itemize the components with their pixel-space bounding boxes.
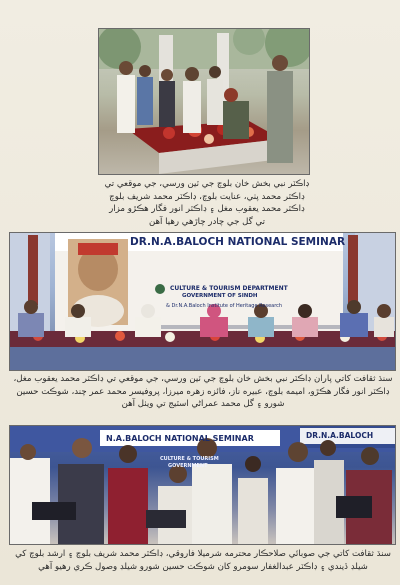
wreath-laying-photo <box>98 28 310 175</box>
wreath-laying-scene <box>99 29 310 175</box>
ceremony-organizer-line-1: CULTURE & TOURISM <box>160 456 219 462</box>
ceremony-organizer-line-2: GOVERNMENT <box>168 463 208 469</box>
organizer-line-2: GOVERNMENT OF SINDH <box>182 293 258 299</box>
seminar-stage-photo <box>9 232 396 371</box>
caption-wreath-laying: ڊاڪٽر نبي بخش خان بلوچ جي ٽين ورسي، جي موقعي تي ڊاڪٽر محمد پٺي، عنايت بلوچ، ڊاڪٽر محمد شريف بلوچ ڊاڪٽر محمد يعقوب مغل ۽ ڊاڪٽر انور فگار هڪڙو مزار تي گل جي چادر چاڙهي رهيا آهن <box>104 179 310 227</box>
ceremony-banner-right: DR.N.A.BALOCH <box>306 431 374 440</box>
organizer-line-1: CULTURE & TOURISM DEPARTMENT <box>170 285 288 292</box>
award-ceremony-scene <box>10 426 396 545</box>
award-ceremony-photo <box>9 425 396 545</box>
seminar-stage-scene <box>10 233 396 371</box>
organizer-line-3: & Dr.N.A.Baloch Institute of Heritage Research <box>166 303 283 309</box>
caption-award-ceremony: سنڌ ثقافت کاتي جي صوبائي صلاحڪار محترمه شرميلا فاروقي، ڊاڪٽر محمد شريف بلوچ ۽ ارشد بلوچ کي شيلڊ ڏيندي ۽ ڊاڪٽر عبدالغفار سومرو کان شوڪت حسين شورو شيلڊ وصول ڪري رهيو آهي <box>15 549 391 572</box>
seminar-banner-title: DR.N.A.BALOCH NATIONAL SEMINAR <box>130 236 346 248</box>
ceremony-banner-title: N.A.BALOCH NATIONAL SEMINAR <box>106 434 254 443</box>
caption-seminar-stage: سنڌ ثقافت کاتي پاران ڊاڪٽر نبي بخش خان بلوچ جي ٽين ورسي، جي موقعي تي ڊاڪٽر محمد يعقوب مغل، ڊاڪٽر انور فگار هڪڙو، اميمه بلوچ، عبيره ناز، فائزه زهره ميرزا، پروفيسر محمد عمر چند، شوڪت حسين شورو ۽ گل محمد عمراڻي اسٽيج تي ويٺل آهن <box>13 374 393 410</box>
